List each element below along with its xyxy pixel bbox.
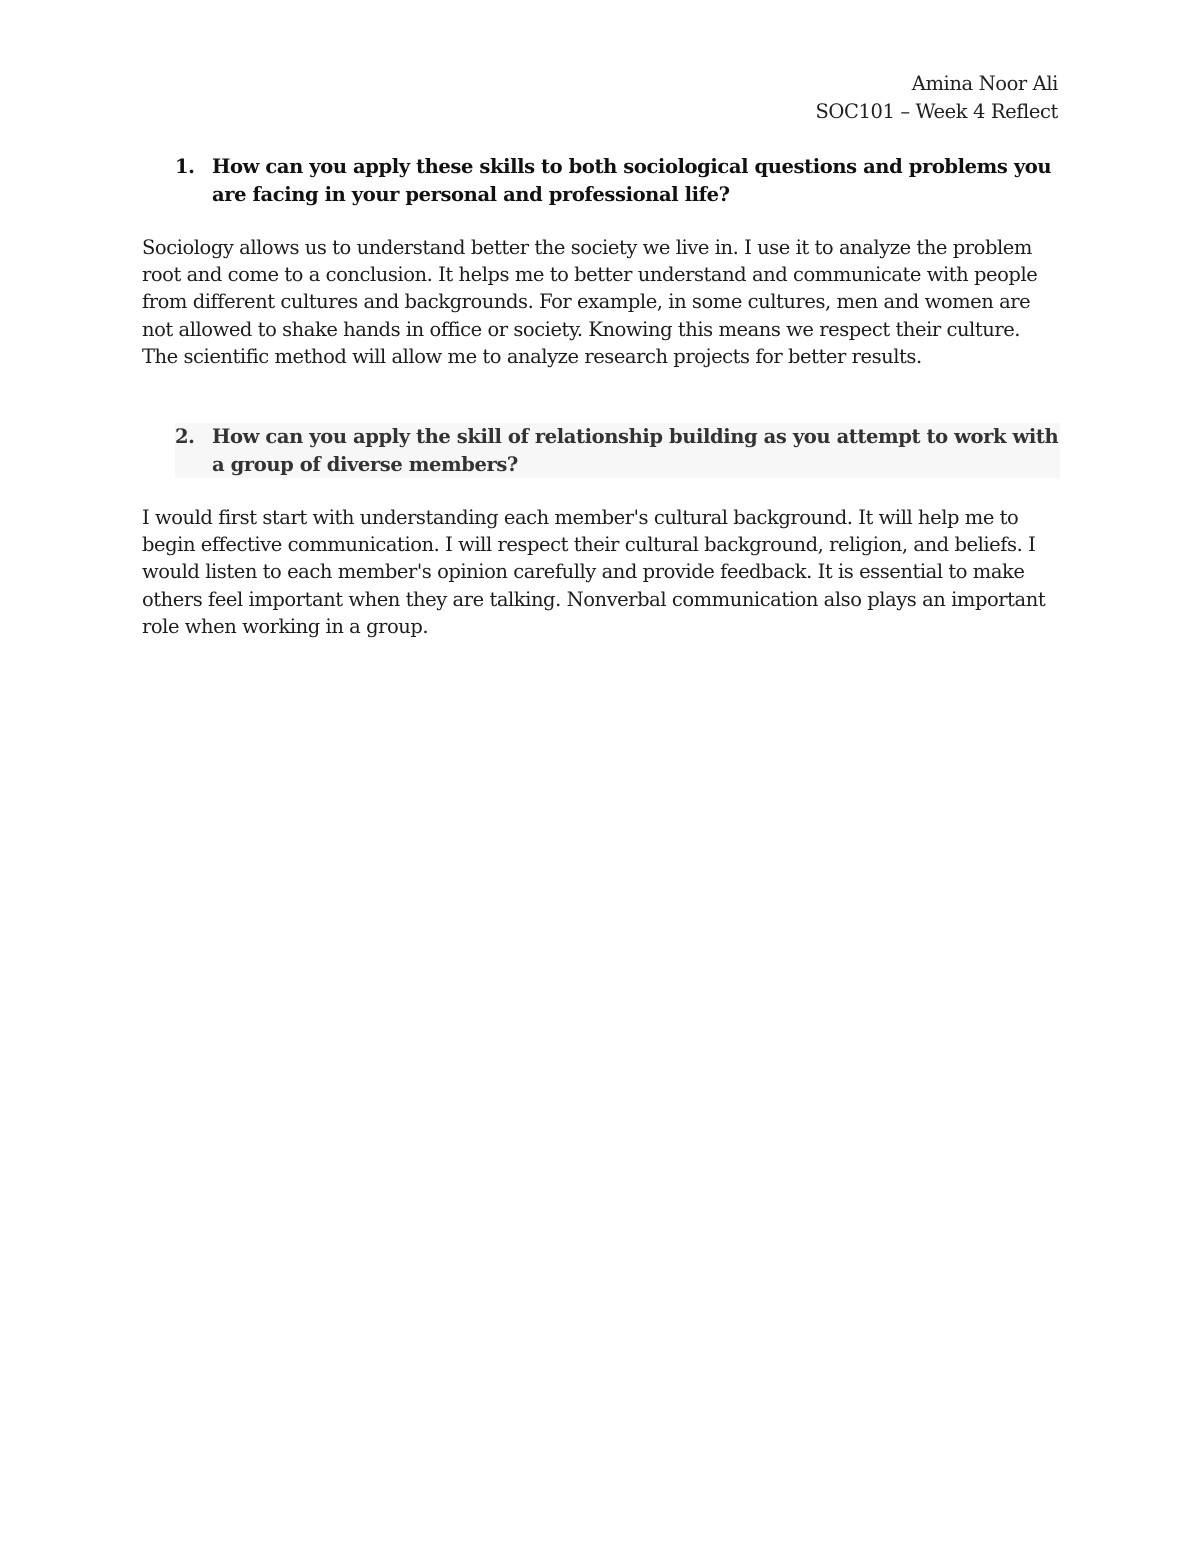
question-text: How can you apply the skill of relationship building as you attempt to work with a group of diverse members? xyxy=(212,425,1059,476)
question-number: 1. xyxy=(175,155,195,178)
answer-2: I would first start with understanding each member's cultural background. It will help me to begin effective communication. I will respect their cultural background, religion, and beliefs. I would listen to each member's opinion carefully and provide feedback. It is essential to make others feel important when they are talking. Nonverbal communication also plays an important role when working in a group. xyxy=(142,506,1046,638)
question-number: 2. xyxy=(175,425,195,448)
course-title: SOC101 – Week 4 Reflect xyxy=(815,99,1058,123)
document-header xyxy=(815,70,1058,125)
question-text: How can you apply these skills to both sociological questions and problems you are facing in your personal and professional life? xyxy=(212,155,1052,206)
question-2 xyxy=(175,423,1060,478)
author-name: Amina Noor Ali xyxy=(911,72,1058,95)
question-1 xyxy=(175,153,1060,208)
answer-1: Sociology allows us to understand better the society we live in. I use it to analyze the problem root and come to a conclusion. It helps me to better understand and communicate with people from different cultures and backgrounds. For example, in some cultures, men and women are not allowed to shake hands in office or society. Knowing this means we respect their culture. The scientific method will allow me to analyze research projects for better results. xyxy=(142,236,1038,368)
